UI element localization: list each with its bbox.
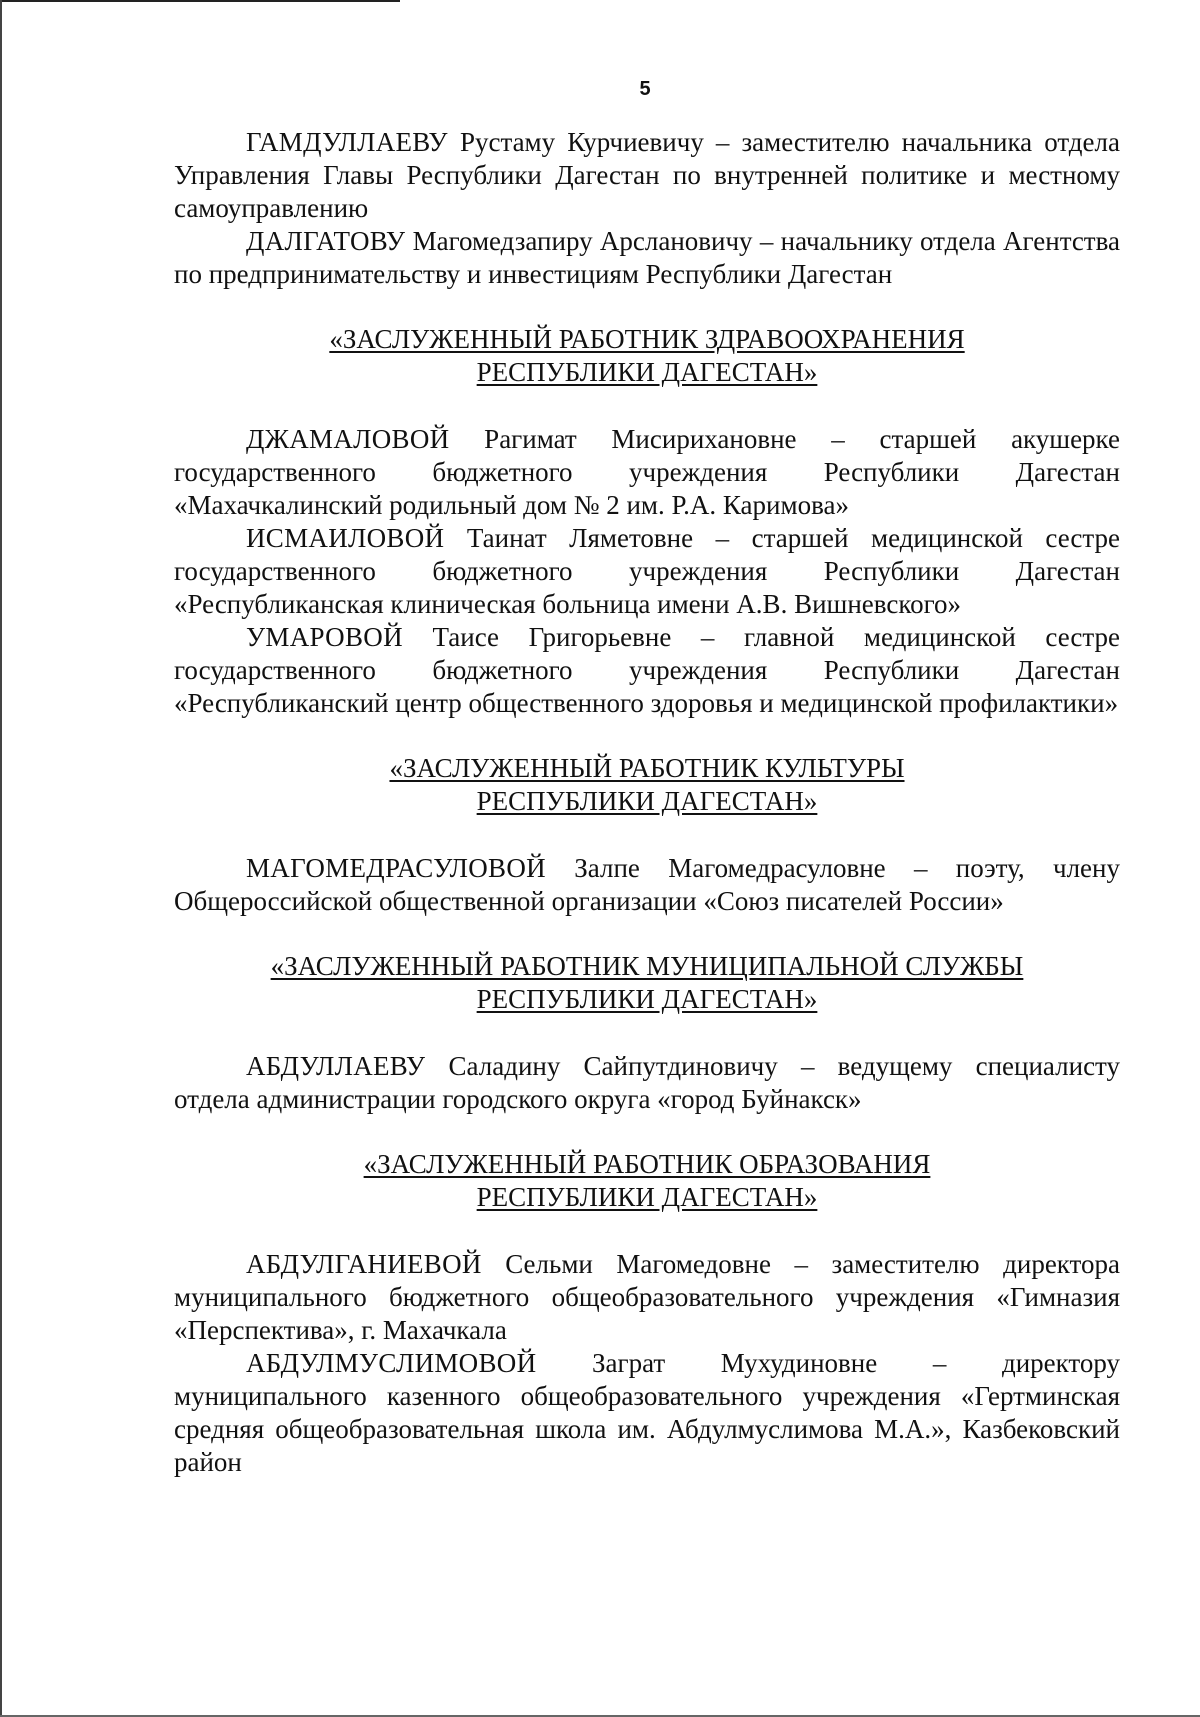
recipient-surname: ДЖАМАЛОВОЙ [246,424,450,454]
section-title-line: «ЗАСЛУЖЕННЫЙ РАБОТНИК ЗДРАВООХРАНЕНИЯ [329,324,965,354]
recipient-details: Рустаму Курчиевичу – заместителю начальника отдела Управления Главы Республики Дагестан по внутренней политике и местному самоуправлению [174,127,1120,223]
recipient-details: Магомедзапиру Арслановичу – начальнику отдела Агентства по предпринимательству и инвестициям Республики Дагестан [174,226,1120,289]
recipient-surname: ГАМДУЛЛАЕВУ [246,127,448,157]
document-body [174,126,1120,1479]
recipient-surname: ДАЛГАТОВУ [246,226,406,256]
section-title-healthcare [174,323,1120,389]
scan-edge-top [0,0,400,2]
recipient-surname: АБДУЛГАНИЕВОЙ [246,1249,482,1279]
section-title-line: «ЗАСЛУЖЕННЫЙ РАБОТНИК КУЛЬТУРЫ [389,753,905,783]
recipient-surname: АБДУЛЛАЕВУ [246,1051,426,1081]
section-title-municipal-service [174,950,1120,1016]
recipient-details: Таисе Григорьевне – главной медицинской сестре государственного бюджетного учреждения Республики Дагестан «Республиканский центр общественного здоровья и медицинской профилактики» [174,622,1120,718]
recipient-details: Сельми Магомедовне – заместителю директора муниципального бюджетного общеобразовательного учреждения «Гимназия «Перспектива», г. Махачкала [174,1249,1120,1345]
award-entry [174,1248,1120,1347]
recipient-details: Таинат Ляметовне – старшей медицинской сестре государственного бюджетного учреждения Республики Дагестан «Республиканская клиническая больница имени А.В. Вишневского» [174,523,1120,619]
page-number: 5 [639,78,651,100]
section-title-line: «ЗАСЛУЖЕННЫЙ РАБОТНИК МУНИЦИПАЛЬНОЙ СЛУЖБЫ [270,951,1024,981]
award-entry [174,1347,1120,1479]
recipient-surname: АБДУЛМУСЛИМОВОЙ [246,1348,537,1378]
recipient-surname: ИСМАИЛОВОЙ [246,523,445,553]
award-entry [174,1050,1120,1116]
section-title-line: «ЗАСЛУЖЕННЫЙ РАБОТНИК ОБРАЗОВАНИЯ [363,1149,931,1179]
section-title-education [174,1148,1120,1214]
award-entry [174,522,1120,621]
section-title-line: РЕСПУБЛИКИ ДАГЕСТАН» [476,1182,818,1212]
award-entry [174,423,1120,522]
section-title-line: РЕСПУБЛИКИ ДАГЕСТАН» [476,984,818,1014]
recipient-surname: УМАРОВОЙ [246,622,403,652]
award-entry [174,852,1120,918]
section-title-culture [174,752,1120,818]
section-title-line: РЕСПУБЛИКИ ДАГЕСТАН» [476,357,818,387]
recipient-details: Залпе Магомедрасуловне – поэту, члену Общероссийской общественной организации «Союз писателей России» [174,853,1120,916]
recipient-details: Заграт Мухудиновне – директору муниципального казенного общеобразовательного учреждения «Гертминская средняя общеобразовательная школа им. Абдулмуслимова М.А.», Казбековский район [174,1348,1120,1477]
scan-edge-left [0,0,2,1717]
recipient-surname: МАГОМЕДРАСУЛОВОЙ [246,853,546,883]
award-entry [174,225,1120,291]
section-title-line: РЕСПУБЛИКИ ДАГЕСТАН» [476,786,818,816]
recipient-details: Саладину Сайпутдиновичу – ведущему специалисту отдела администрации городского округа «город Буйнакск» [174,1051,1120,1114]
award-entry [174,621,1120,720]
recipient-details: Рагимат Мисирихановне – старшей акушерке государственного бюджетного учреждения Республики Дагестан «Махачкалинский родильный дом № 2 им. Р.А. Каримова» [174,424,1120,520]
award-entry [174,126,1120,225]
